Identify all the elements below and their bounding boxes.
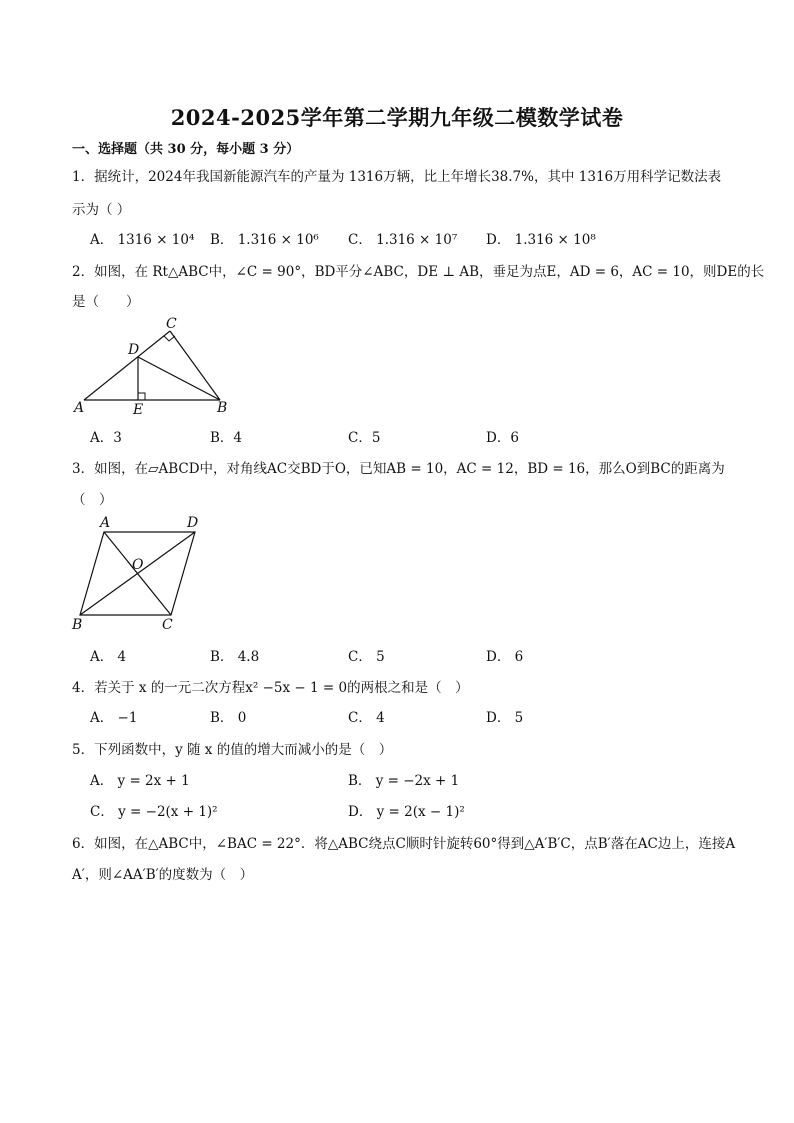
- q3-option-a: A． 4: [90, 649, 127, 665]
- parallelogram-figure: [70, 512, 210, 634]
- question-5-line-1: 5．下列函数中，y 随 x 的值的增大而减小的是（ ）: [72, 742, 393, 758]
- question-2-line-1: 2．如图，在 Rt△ABC中，∠C = 90°，BD平分∠ABC，DE ⊥ AB，垂足为点E，AD = 6，AC = 10，则DE的长: [72, 264, 765, 280]
- figure-label-d: D: [187, 515, 199, 531]
- q1-option-b: B． 1.316 × 10⁶: [210, 232, 319, 248]
- question-1-line-1: 1．据统计，2024年我国新能源汽车的产量为 1316万辆，比上年增长38.7%，其中 1316万用科学记数法表: [72, 169, 722, 185]
- question-6-line-2: A′，则∠AA′B′的度数为（ ）: [72, 867, 254, 883]
- q2-option-a: A．3: [90, 430, 122, 446]
- figure-label-o: O: [132, 557, 144, 573]
- q2-option-d: D．6: [486, 430, 519, 446]
- q1-option-c: C． 1.316 × 10⁷: [348, 232, 458, 248]
- q1-option-d: D． 1.316 × 10⁸: [486, 232, 596, 248]
- question-3-line-1: 3．如图，在▱ABCD中，对角线AC交BD于O，已知AB = 10，AC = 12，BD = 16，那么O到BC的距离为: [72, 461, 725, 477]
- question-2-line-2: 是（ ）: [72, 294, 140, 310]
- q5-option-c: C． y = −2(x + 1)²: [90, 804, 218, 820]
- question-6-line-1: 6．如图，在△ABC中，∠BAC = 22°．将△ABC绕点C顺时针旋转60°得到△A′B′C，点B′落在AC边上，连接A: [72, 836, 736, 852]
- q5-option-b: B． y = −2x + 1: [348, 773, 460, 789]
- figure-label-c: C: [162, 617, 173, 633]
- q5-option-a: A． y = 2x + 1: [90, 773, 190, 789]
- q1-option-a: A． 1316 × 10⁴: [90, 232, 195, 248]
- q2-option-c: C．5: [348, 430, 381, 446]
- q5-option-d: D． y = 2(x − 1)²: [348, 804, 465, 820]
- q3-option-c: C． 5: [348, 649, 385, 665]
- q4-option-c: C． 4: [348, 710, 385, 726]
- figure-label-b: B: [217, 400, 228, 416]
- q4-option-b: B． 0: [210, 710, 247, 726]
- q2-option-b: B．4: [210, 430, 243, 446]
- q3-option-d: D． 6: [486, 649, 524, 665]
- figure-label-e: E: [133, 402, 144, 418]
- section-heading: 一、选择题（共 30 分，每小题 3 分）: [72, 142, 300, 157]
- figure-label-a: A: [100, 515, 111, 531]
- figure-label-a: A: [74, 400, 85, 416]
- page-title: 2024-2025学年第二学期九年级二模数学试卷: [170, 105, 624, 130]
- question-3-line-2: （ ）: [72, 492, 113, 508]
- question-1-line-2: 示为（ ）: [72, 202, 131, 218]
- q3-option-b: B． 4.8: [210, 649, 260, 665]
- figure-label-d: D: [128, 342, 140, 358]
- question-4-line-1: 4．若关于 x 的一元二次方程x² −5x − 1 = 0的两根之和是（ ）: [72, 680, 469, 696]
- q4-option-a: A． −1: [90, 710, 138, 726]
- figure-label-c: C: [166, 316, 177, 332]
- q4-option-d: D． 5: [486, 710, 524, 726]
- right-triangle-figure: [70, 312, 240, 422]
- figure-label-b: B: [72, 617, 83, 633]
